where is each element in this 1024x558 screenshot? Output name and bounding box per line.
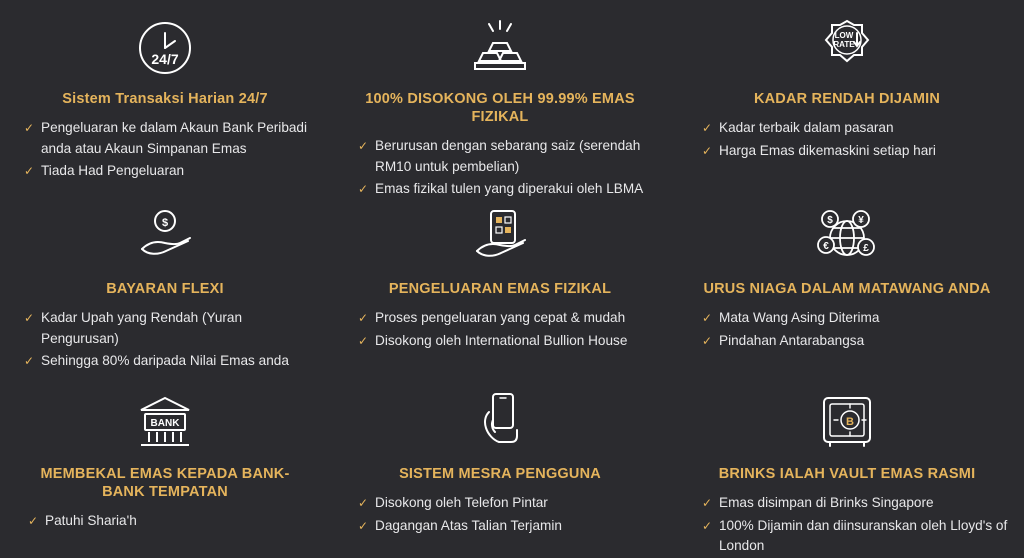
list-item — [24, 351, 316, 371]
list-item — [24, 161, 316, 181]
vault-safe-icon — [684, 387, 1010, 455]
feature-title: SISTEM MESRA PENGGUNA — [399, 466, 601, 482]
feature-title: 100% DISOKONG OLEH 99.99% EMAS FIZIKAL — [365, 91, 635, 126]
list-item — [358, 308, 656, 328]
feature-card-emas-fizikal — [330, 0, 670, 197]
feature-title: KADAR RENDAH DIJAMIN — [753, 91, 941, 107]
check-icon: ✓ — [702, 143, 713, 158]
check-icon: ✓ — [702, 121, 713, 136]
hand-phone-gold-icon — [344, 202, 656, 270]
feature-list — [344, 493, 656, 536]
list-item-text: Dagangan Atas Talian Terjamin — [375, 517, 562, 533]
feature-title: URUS NIAGA DALAM MATAWANG ANDA — [703, 281, 991, 297]
feature-card-kadar-rendah — [670, 0, 1024, 190]
list-item-text: Tiada Had Pengeluaran — [41, 162, 185, 178]
bank-building-icon — [14, 387, 316, 455]
check-icon: ✓ — [24, 311, 35, 326]
check-icon: ✓ — [28, 514, 39, 529]
list-item — [702, 141, 1010, 161]
list-item-text: Pindahan Antarabangsa — [719, 332, 865, 348]
list-item — [358, 493, 656, 513]
check-icon: ✓ — [702, 333, 713, 348]
list-item-text: Berurusan dengan sebarang saiz (serendah RM10 untuk pembelian) — [375, 138, 641, 174]
svg-text:RATE: RATE — [833, 40, 855, 49]
list-item-text: Pengeluaran ke dalam Akaun Bank Peribadi anda atau Akaun Simpanan Emas — [41, 120, 308, 156]
list-item — [702, 331, 1010, 351]
clock-24-7-icon — [14, 12, 316, 80]
check-icon: ✓ — [24, 121, 35, 136]
list-item — [358, 516, 656, 536]
feature-title: PENGELUARAN EMAS FIZIKAL — [388, 281, 612, 297]
svg-text:LOW: LOW — [834, 31, 854, 40]
svg-text:BANK: BANK — [150, 418, 180, 429]
svg-text:¥: ¥ — [858, 215, 864, 226]
feature-card-bayaran-flexi — [0, 190, 330, 375]
feature-list — [344, 308, 656, 351]
check-icon: ✓ — [702, 518, 713, 533]
feature-list — [684, 308, 1010, 351]
list-item-text: Sehingga 80% daripada Nilai Emas anda — [41, 352, 289, 368]
feature-card-membekal-emas-bank — [0, 375, 330, 558]
feature-list — [684, 493, 1010, 556]
list-item-text: Disokong oleh International Bullion House — [375, 332, 628, 348]
list-item-text: Kadar Upah yang Rendah (Yuran Pengurusan) — [41, 310, 243, 346]
list-item — [24, 118, 316, 159]
globe-currency-icon — [684, 202, 1010, 270]
list-item — [28, 511, 316, 531]
check-icon: ✓ — [358, 139, 369, 154]
check-icon: ✓ — [358, 518, 369, 533]
list-item — [702, 118, 1010, 138]
feature-card-sistem-mesra-pengguna — [330, 375, 670, 558]
check-icon: ✓ — [358, 311, 369, 326]
feature-list — [14, 308, 316, 371]
list-item-text: Emas disimpan di Brinks Singapore — [719, 495, 934, 511]
check-icon: ✓ — [358, 333, 369, 348]
list-item-text: Kadar terbaik dalam pasaran — [719, 120, 894, 136]
check-icon: ✓ — [702, 496, 713, 511]
list-item-text: 100% Dijamin dan diinsuranskan oleh Lloyd's of London — [719, 517, 1008, 553]
svg-text:B: B — [846, 416, 854, 428]
feature-card-pengeluaran-emas — [330, 190, 670, 375]
list-item-text: Mata Wang Asing Diterima — [719, 310, 880, 326]
list-item — [702, 308, 1010, 328]
svg-text:$: $ — [161, 217, 169, 229]
svg-text:24/7: 24/7 — [151, 51, 179, 67]
check-icon: ✓ — [358, 496, 369, 511]
feature-list — [684, 118, 1010, 161]
low-rate-badge-icon — [684, 12, 1010, 80]
list-item — [358, 136, 656, 177]
svg-text:£: £ — [863, 243, 869, 254]
feature-title: BAYARAN FLEXI — [106, 281, 224, 297]
check-icon: ✓ — [24, 163, 35, 178]
list-item-text: Emas fizikal tulen yang diperakui oleh LBMA — [375, 181, 644, 197]
feature-card-sistem-transaksi-harian — [0, 0, 330, 190]
list-item — [358, 331, 656, 351]
list-item-text: Patuhi Sharia'h — [45, 513, 137, 529]
list-item-text: Proses pengeluaran yang cepat & mudah — [375, 310, 626, 326]
hand-coin-icon — [14, 202, 316, 270]
feature-card-brinks-vault — [670, 375, 1024, 558]
list-item — [24, 308, 316, 349]
list-item-text: Disokong oleh Telefon Pintar — [375, 495, 548, 511]
check-icon: ✓ — [702, 311, 713, 326]
list-item — [702, 493, 1010, 513]
list-item-text: Harga Emas dikemaskini setiap hari — [719, 142, 936, 158]
feature-card-urus-niaga-matawang — [670, 190, 1024, 375]
hand-smartphone-icon — [344, 387, 656, 455]
feature-title: MEMBEKAL EMAS KEPADA BANK-BANK TEMPATAN — [40, 466, 290, 501]
list-item — [702, 516, 1010, 557]
feature-title: Sistem Transaksi Harian 24/7 — [62, 91, 268, 107]
svg-text:$: $ — [827, 215, 833, 226]
check-icon: ✓ — [24, 353, 35, 368]
svg-text:€: € — [823, 241, 829, 252]
feature-title: BRINKS IALAH VAULT EMAS RASMI — [718, 466, 976, 482]
gold-bars-icon — [344, 12, 656, 80]
check-icon: ✓ — [358, 182, 369, 197]
feature-list — [14, 118, 316, 181]
feature-list — [14, 511, 316, 531]
